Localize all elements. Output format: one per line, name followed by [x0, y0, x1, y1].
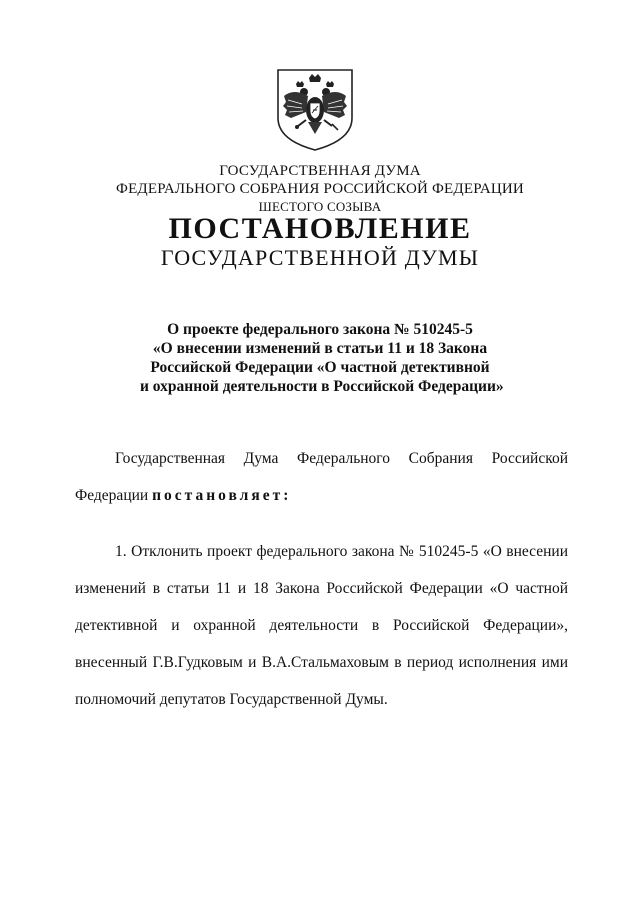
clause-line: внесенный Г.В.Гудковым и В.А.Стальмаховым в период исполнения ими: [75, 654, 568, 671]
russian-coat-of-arms-icon: [272, 66, 358, 152]
preamble-line: Государственная Дума Федерального Собрания Российской: [115, 450, 568, 467]
subject-line: и охранной деятельности в Российской Федерации»: [140, 378, 504, 395]
resolves-emphasis: постановляет:: [152, 487, 292, 504]
subject-line: «О внесении изменений в статьи 11 и 18 Закона: [152, 340, 488, 357]
clause-line: детективной и охранной деятельности в Российской Федерации»,: [75, 617, 568, 634]
preamble-line-2: [75, 477, 568, 514]
header-line-duma: ГОСУДАРСТВЕННАЯ ДУМА: [219, 163, 421, 179]
clause-line: изменений в статьи 11 и 18 Закона Российской Федерации «О частной: [75, 580, 568, 597]
resolution-subject: [140, 320, 504, 396]
document-subtitle: ГОСУДАРСТВЕННОЙ ДУМЫ: [160, 245, 480, 270]
preamble-text: Федерации: [75, 487, 153, 504]
document-title: ПОСТАНОВЛЕНИЕ: [168, 212, 472, 245]
clause-line: полномочий депутатов Государственной Думы.: [75, 691, 388, 708]
clause-1-paragraph: [75, 533, 568, 718]
emblem: [272, 66, 358, 152]
subject-line: Российской Федерации «О частной детективной: [150, 359, 490, 376]
subject-line: О проекте федерального закона № 510245-5: [167, 321, 473, 338]
clause-line: 1. Отклонить проект федерального закона № 510245-5 «О внесении: [115, 543, 568, 560]
header-line-convocation: ШЕСТОГО СОЗЫВА: [258, 199, 382, 214]
header-line-assembly: ФЕДЕРАЛЬНОГО СОБРАНИЯ РОССИЙСКОЙ ФЕДЕРАЦИИ: [116, 181, 524, 197]
preamble-paragraph: [75, 440, 568, 514]
